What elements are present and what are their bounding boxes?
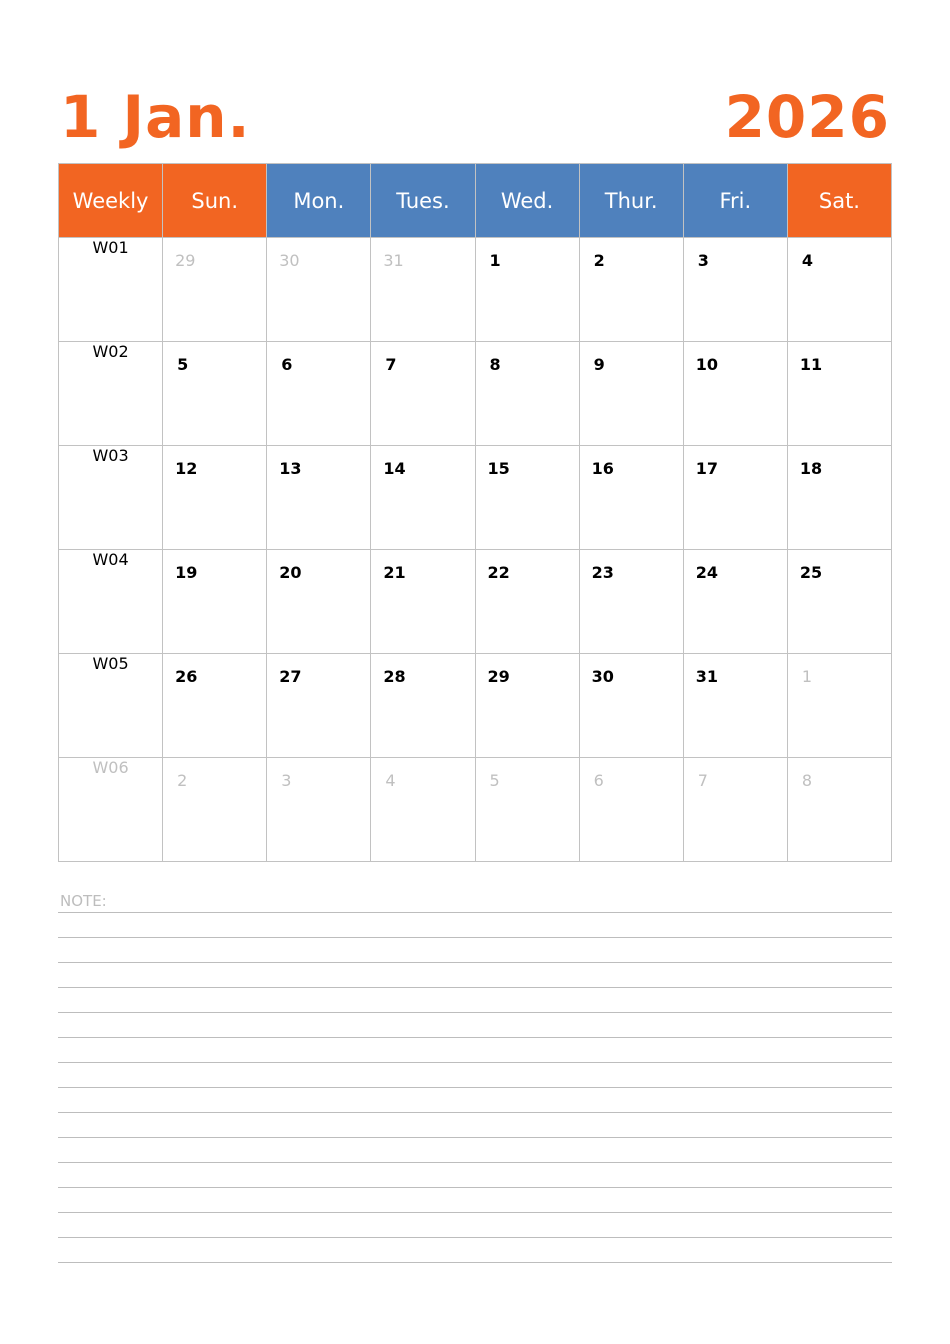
day-cell[interactable] <box>475 550 579 654</box>
day-number: 14 <box>383 459 406 478</box>
day-number: 7 <box>697 771 708 790</box>
column-header-tues: Tues. <box>371 164 475 238</box>
day-number: 31 <box>695 667 719 686</box>
day-cell[interactable] <box>163 446 267 550</box>
week-number: W03 <box>59 446 163 550</box>
year-title: 2026 <box>724 83 890 151</box>
day-number: 28 <box>383 667 406 686</box>
day-number: 11 <box>799 355 823 374</box>
week-number: W01 <box>59 238 163 342</box>
week-row <box>59 446 892 550</box>
day-cell[interactable] <box>683 342 787 446</box>
calendar-grid <box>58 163 892 862</box>
day-number: 17 <box>695 459 719 478</box>
day-number: 5 <box>489 771 500 790</box>
day-number: 1 <box>489 251 501 270</box>
day-cell[interactable] <box>371 550 475 654</box>
day-number: 19 <box>175 563 198 582</box>
day-cell[interactable] <box>267 758 371 862</box>
day-number: 15 <box>487 459 510 478</box>
week-row <box>59 758 892 862</box>
note-line[interactable] <box>58 1187 892 1188</box>
day-number: 4 <box>385 771 396 790</box>
day-number: 2 <box>593 251 605 270</box>
day-number: 10 <box>695 355 719 374</box>
day-number: 26 <box>175 667 198 686</box>
day-number: 27 <box>279 667 302 686</box>
week-row <box>59 550 892 654</box>
day-number: 9 <box>593 355 605 374</box>
day-cell[interactable] <box>163 238 267 342</box>
day-cell[interactable] <box>163 654 267 758</box>
note-line[interactable] <box>58 1162 892 1163</box>
note-line[interactable] <box>58 1212 892 1213</box>
day-number: 6 <box>593 771 604 790</box>
note-line[interactable] <box>58 1112 892 1113</box>
column-header-sun: Sun. <box>163 164 267 238</box>
day-cell[interactable] <box>475 446 579 550</box>
day-number: 18 <box>799 459 823 478</box>
day-number: 1 <box>801 667 813 686</box>
day-cell[interactable] <box>371 446 475 550</box>
week-row <box>59 238 892 342</box>
day-number: 30 <box>279 251 300 270</box>
day-number: 2 <box>177 771 188 790</box>
day-number: 7 <box>385 355 397 374</box>
day-cell[interactable] <box>475 238 579 342</box>
column-header-wed: Wed. <box>475 164 579 238</box>
day-number: 29 <box>175 251 196 270</box>
day-cell[interactable] <box>371 342 475 446</box>
day-number: 13 <box>279 459 302 478</box>
day-cell[interactable] <box>787 654 891 758</box>
week-number: W04 <box>59 550 163 654</box>
day-number: 29 <box>487 667 510 686</box>
day-number: 20 <box>279 563 302 582</box>
day-cell[interactable] <box>371 238 475 342</box>
day-cell[interactable] <box>683 446 787 550</box>
day-cell[interactable] <box>371 758 475 862</box>
column-header-sat: Sat. <box>787 164 891 238</box>
day-cell[interactable] <box>163 758 267 862</box>
day-cell[interactable] <box>579 550 683 654</box>
note-line[interactable] <box>58 1062 892 1063</box>
day-number: 25 <box>799 563 823 582</box>
day-cell[interactable] <box>579 446 683 550</box>
day-cell[interactable] <box>683 238 787 342</box>
column-header-fri: Fri. <box>683 164 787 238</box>
column-header-thur: Thur. <box>579 164 683 238</box>
day-cell[interactable] <box>787 342 891 446</box>
day-cell[interactable] <box>475 342 579 446</box>
day-number: 6 <box>281 355 293 374</box>
week-number: W02 <box>59 342 163 446</box>
note-line[interactable] <box>58 1137 892 1138</box>
day-cell[interactable] <box>683 758 787 862</box>
day-cell[interactable] <box>267 446 371 550</box>
day-number: 30 <box>591 667 614 686</box>
day-cell[interactable] <box>579 342 683 446</box>
day-cell[interactable] <box>267 238 371 342</box>
day-number: 8 <box>801 771 813 790</box>
day-cell[interactable] <box>163 342 267 446</box>
weekday-header-row <box>59 164 892 238</box>
note-line[interactable] <box>58 1237 892 1238</box>
day-cell[interactable] <box>475 758 579 862</box>
day-cell[interactable] <box>267 342 371 446</box>
day-cell[interactable] <box>787 550 891 654</box>
column-header-weekly: Weekly <box>59 164 163 238</box>
day-number: 12 <box>175 459 198 478</box>
note-line[interactable] <box>58 1037 892 1038</box>
day-cell[interactable] <box>579 654 683 758</box>
day-number: 24 <box>695 563 719 582</box>
note-line[interactable] <box>58 1087 892 1088</box>
day-cell[interactable] <box>475 654 579 758</box>
day-cell[interactable] <box>683 550 787 654</box>
day-cell[interactable] <box>787 238 891 342</box>
note-label: NOTE: <box>60 892 107 910</box>
day-number: 23 <box>591 563 614 582</box>
day-number: 3 <box>697 251 709 270</box>
day-cell[interactable] <box>267 654 371 758</box>
day-number: 22 <box>487 563 510 582</box>
day-cell[interactable] <box>579 758 683 862</box>
day-number: 3 <box>281 771 292 790</box>
note-line[interactable] <box>58 1262 892 1263</box>
day-number: 16 <box>591 459 614 478</box>
day-cell[interactable] <box>371 654 475 758</box>
day-number: 5 <box>177 355 189 374</box>
day-cell[interactable] <box>267 550 371 654</box>
day-cell[interactable] <box>579 238 683 342</box>
note-line[interactable] <box>58 987 892 988</box>
note-line[interactable] <box>58 962 892 963</box>
day-cell[interactable] <box>163 550 267 654</box>
day-number: 8 <box>489 355 501 374</box>
week-row <box>59 654 892 758</box>
week-row <box>59 342 892 446</box>
day-cell[interactable] <box>787 758 891 862</box>
day-number: 21 <box>383 563 406 582</box>
day-cell[interactable] <box>683 654 787 758</box>
day-number: 31 <box>383 251 404 270</box>
week-number: W06 <box>59 758 163 862</box>
day-cell[interactable] <box>787 446 891 550</box>
month-title: 1 Jan. <box>60 83 251 151</box>
note-line[interactable] <box>58 1012 892 1013</box>
week-number: W05 <box>59 654 163 758</box>
note-line[interactable] <box>58 912 892 913</box>
day-number: 4 <box>801 251 814 270</box>
note-line[interactable] <box>58 937 892 938</box>
column-header-mon: Mon. <box>267 164 371 238</box>
